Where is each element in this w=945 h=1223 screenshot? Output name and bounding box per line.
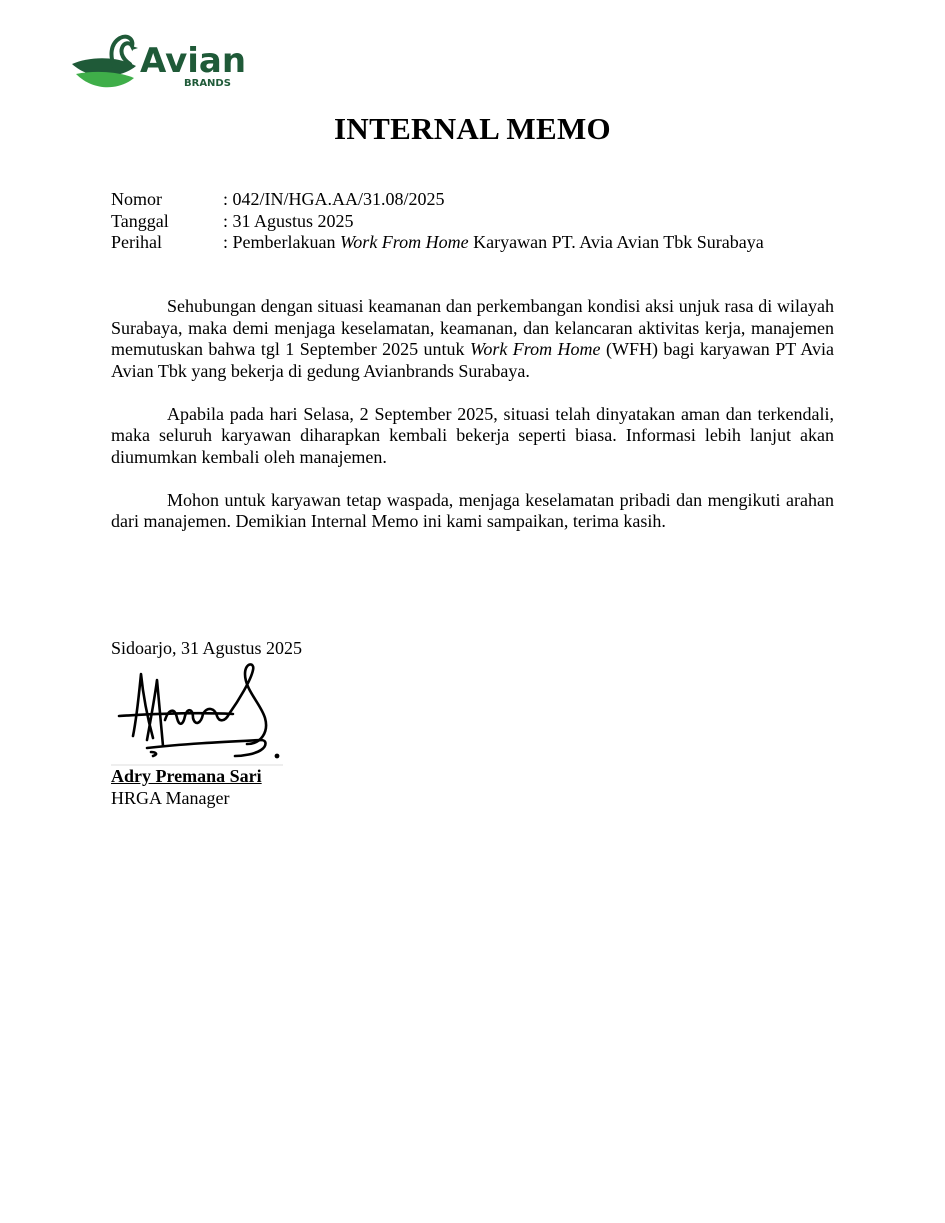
paragraph-text: (WFH) bagi karyawan PT Avia Avian Tbk yang bekerja di gedung Avianbrands Surabaya. (111, 339, 834, 381)
body-paragraph (111, 296, 834, 382)
meta-value-part: : Pemberlakuan (223, 232, 340, 252)
meta-value: : 042/IN/HGA.AA/31.08/2025 (223, 189, 445, 209)
logo-sub: BRANDS (184, 78, 231, 89)
memo-meta (111, 189, 764, 254)
swan-icon (72, 37, 138, 88)
meta-row-tanggal (111, 211, 764, 233)
meta-label: Perihal (111, 232, 162, 252)
closing-place-date: Sidoarjo, 31 Agustus 2025 (111, 638, 303, 658)
body-paragraph: Mohon untuk karyawan tetap waspada, menjaga keselamatan pribadi dan mengikuti arahan dari manajemen. Demikian Internal Memo ini kami sampaikan, terima kasih. (111, 489, 834, 531)
signer-role: HRGA Manager (111, 788, 230, 808)
meta-row-perihal (111, 232, 764, 254)
logo-name: Avian (140, 41, 247, 81)
meta-value-italic: Work From Home (339, 232, 469, 252)
meta-value (223, 232, 764, 254)
meta-value: : 31 Agustus 2025 (223, 210, 354, 231)
meta-label: Nomor (111, 189, 162, 209)
handwritten-signature (111, 660, 286, 766)
memo-body (111, 296, 834, 554)
body-paragraph: Apabila pada hari Selasa, 2 September 2025, situasi telah dinyatakan aman dan terkendali, maka seluruh karyawan diharapkan kembali bekerja seperti biasa. Informasi lebih lanjut akan diumumkan kembali oleh manajemen. (111, 403, 834, 467)
meta-value-part: Karyawan PT. Avia Avian Tbk Surabaya (468, 232, 764, 252)
paragraph-text: Sehubungan dengan situasi keamanan dan perkembangan kondisi aksi unjuk rasa di wilayah Surabaya, maka demi menjaga keselamatan, keamanan, dan kelancaran aktivitas kerja, manajemen memutuskan bahwa tgl 1 September 2025 untuk (111, 296, 834, 359)
avian-brands-logo (70, 30, 255, 94)
meta-label: Tanggal (111, 210, 169, 231)
paragraph-italic: Work From Home (470, 339, 601, 359)
meta-row-nomor (111, 189, 764, 211)
signer-name: Adry Premana Sari (111, 766, 262, 786)
memo-title: INTERNAL MEMO (334, 111, 611, 146)
